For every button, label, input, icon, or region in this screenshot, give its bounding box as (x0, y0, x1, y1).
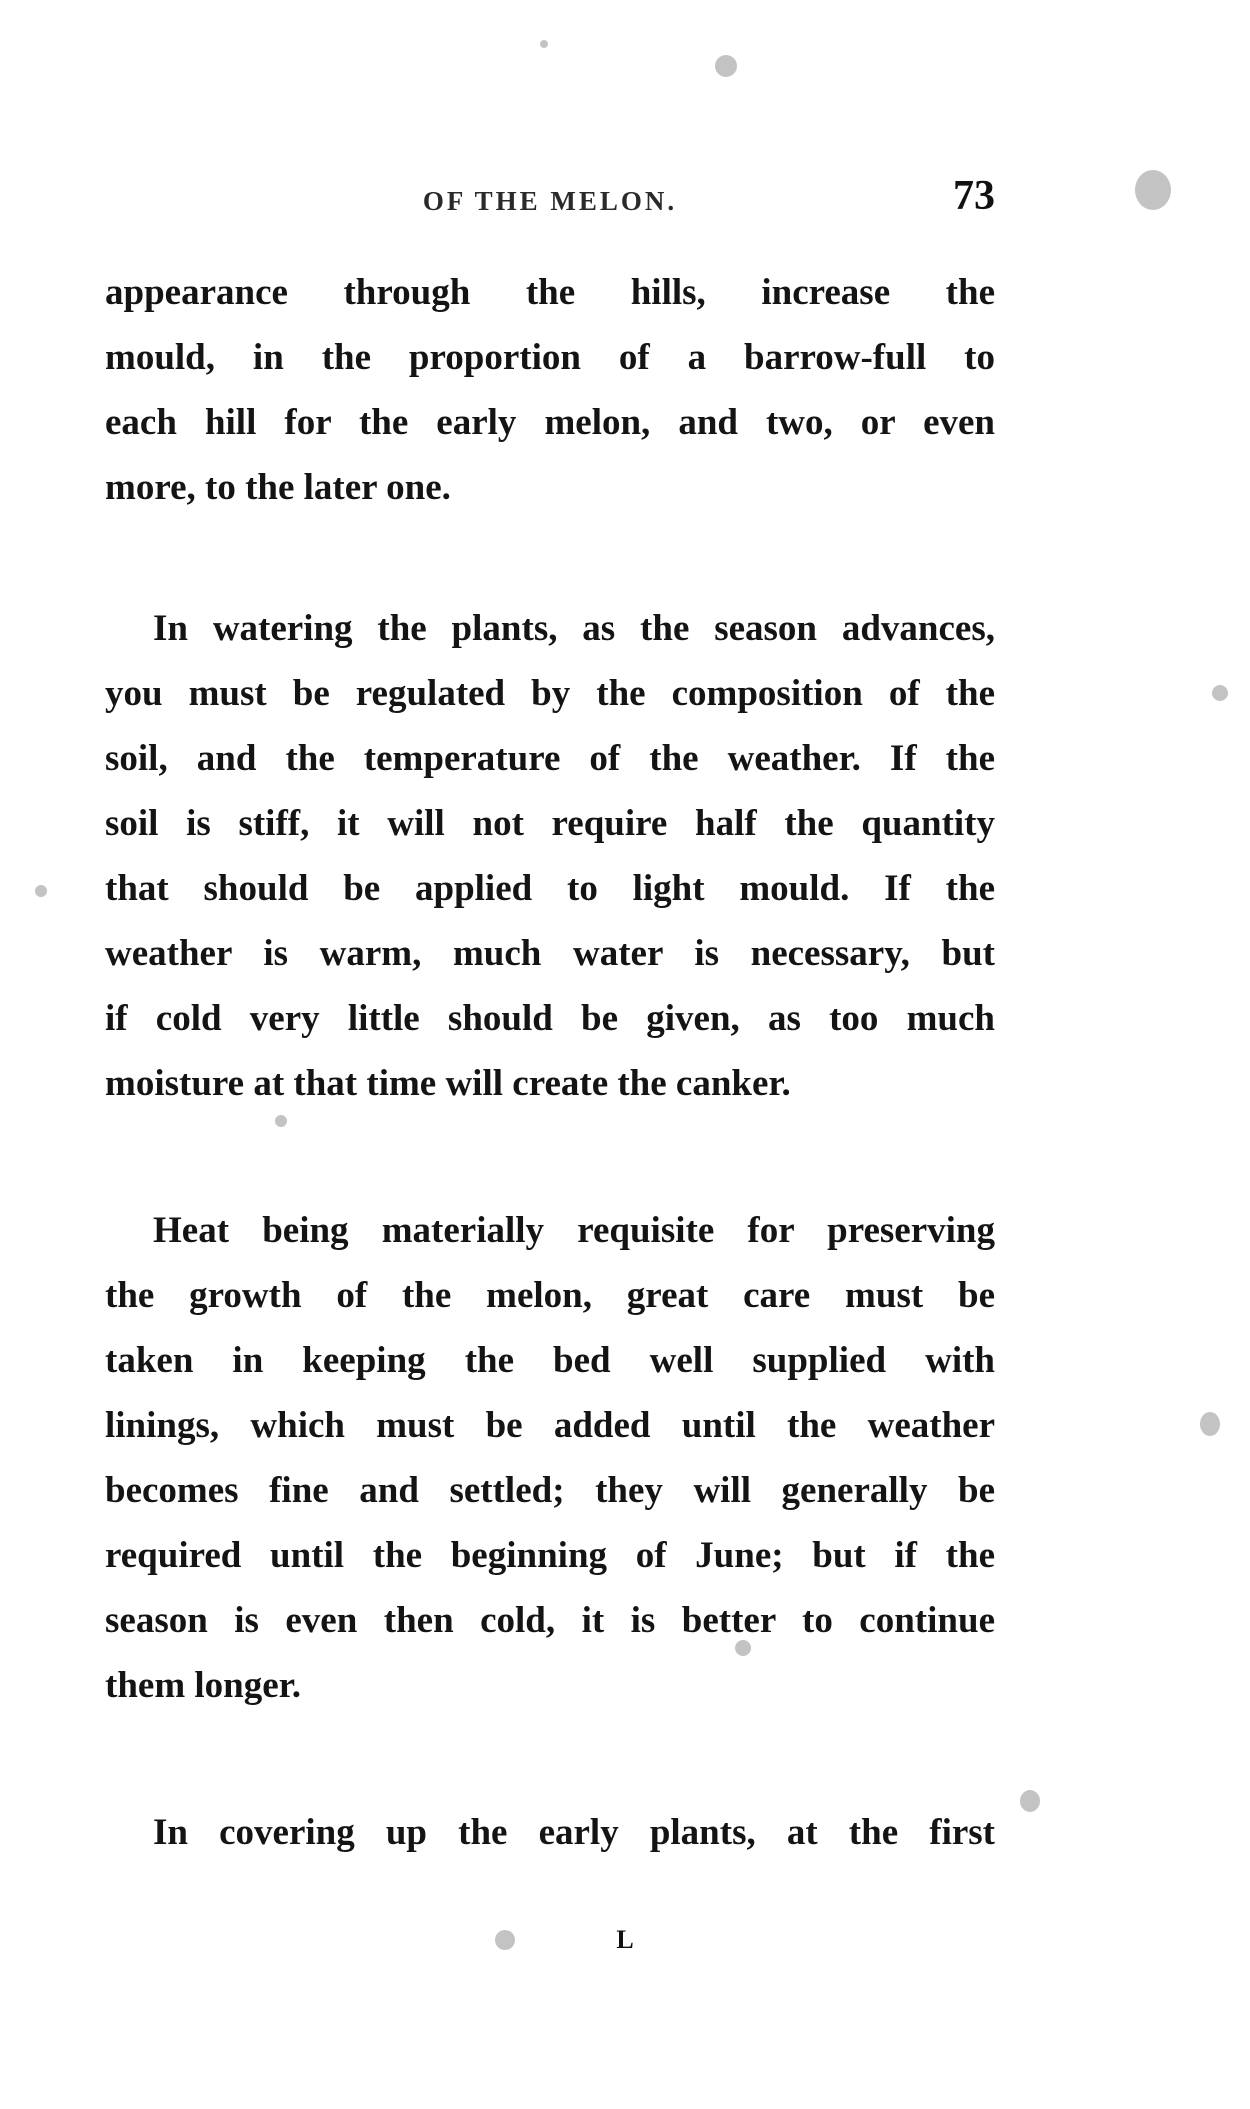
foxing-speck (735, 1640, 751, 1656)
page-number: 73 (953, 173, 995, 219)
foxing-speck (275, 1115, 287, 1127)
running-head (105, 172, 995, 232)
signature-mark: L (616, 1925, 634, 1954)
paragraph (105, 1800, 995, 1865)
text-line: moisture at that time will create the canker. (105, 1063, 791, 1104)
text-line: season is even then cold, it is better to continue (105, 1600, 995, 1641)
foxing-speck (1020, 1790, 1040, 1812)
text-line: In covering up the early plants, at the first (153, 1812, 995, 1853)
foxing-speck (495, 1930, 515, 1950)
text-line: taken in keeping the bed well supplied with (105, 1340, 995, 1381)
foxing-speck (1212, 685, 1228, 701)
text-line: linings, which must be added until the weather (105, 1405, 995, 1446)
text-line: becomes fine and settled; they will generally be (105, 1470, 995, 1511)
foxing-speck (540, 40, 548, 48)
text-line: Heat being materially requisite for preserving (153, 1210, 995, 1251)
text-line: soil is stiff, it will not require half the quantity (105, 803, 995, 844)
paragraph (105, 260, 995, 520)
text-line: the growth of the melon, great care must be (105, 1275, 995, 1316)
text-line: In watering the plants, as the season advances, (153, 608, 995, 649)
foxing-speck (1135, 170, 1171, 210)
text-line: if cold very little should be given, as too much (105, 998, 995, 1039)
text-line: each hill for the early melon, and two, or even (105, 402, 995, 443)
running-title: OF THE MELON. (422, 186, 678, 216)
text-line: weather is warm, much water is necessary, but (105, 933, 995, 974)
foxing-speck (1200, 1412, 1220, 1436)
text-line: them longer. (105, 1665, 301, 1706)
foxing-speck (715, 55, 737, 77)
paragraph (105, 596, 995, 1116)
text-line: required until the beginning of June; but if the (105, 1535, 995, 1576)
text-line: appearance through the hills, increase the (105, 272, 995, 313)
text-line: soil, and the temperature of the weather. If the (105, 738, 995, 779)
text-line: you must be regulated by the composition of the (105, 673, 995, 714)
text-line: that should be applied to light mould. If the (105, 868, 995, 909)
text-line: more, to the later one. (105, 467, 451, 508)
paragraph (105, 1198, 995, 1718)
text-line: mould, in the proportion of a barrow-full to (105, 337, 995, 378)
foxing-speck (35, 885, 47, 897)
